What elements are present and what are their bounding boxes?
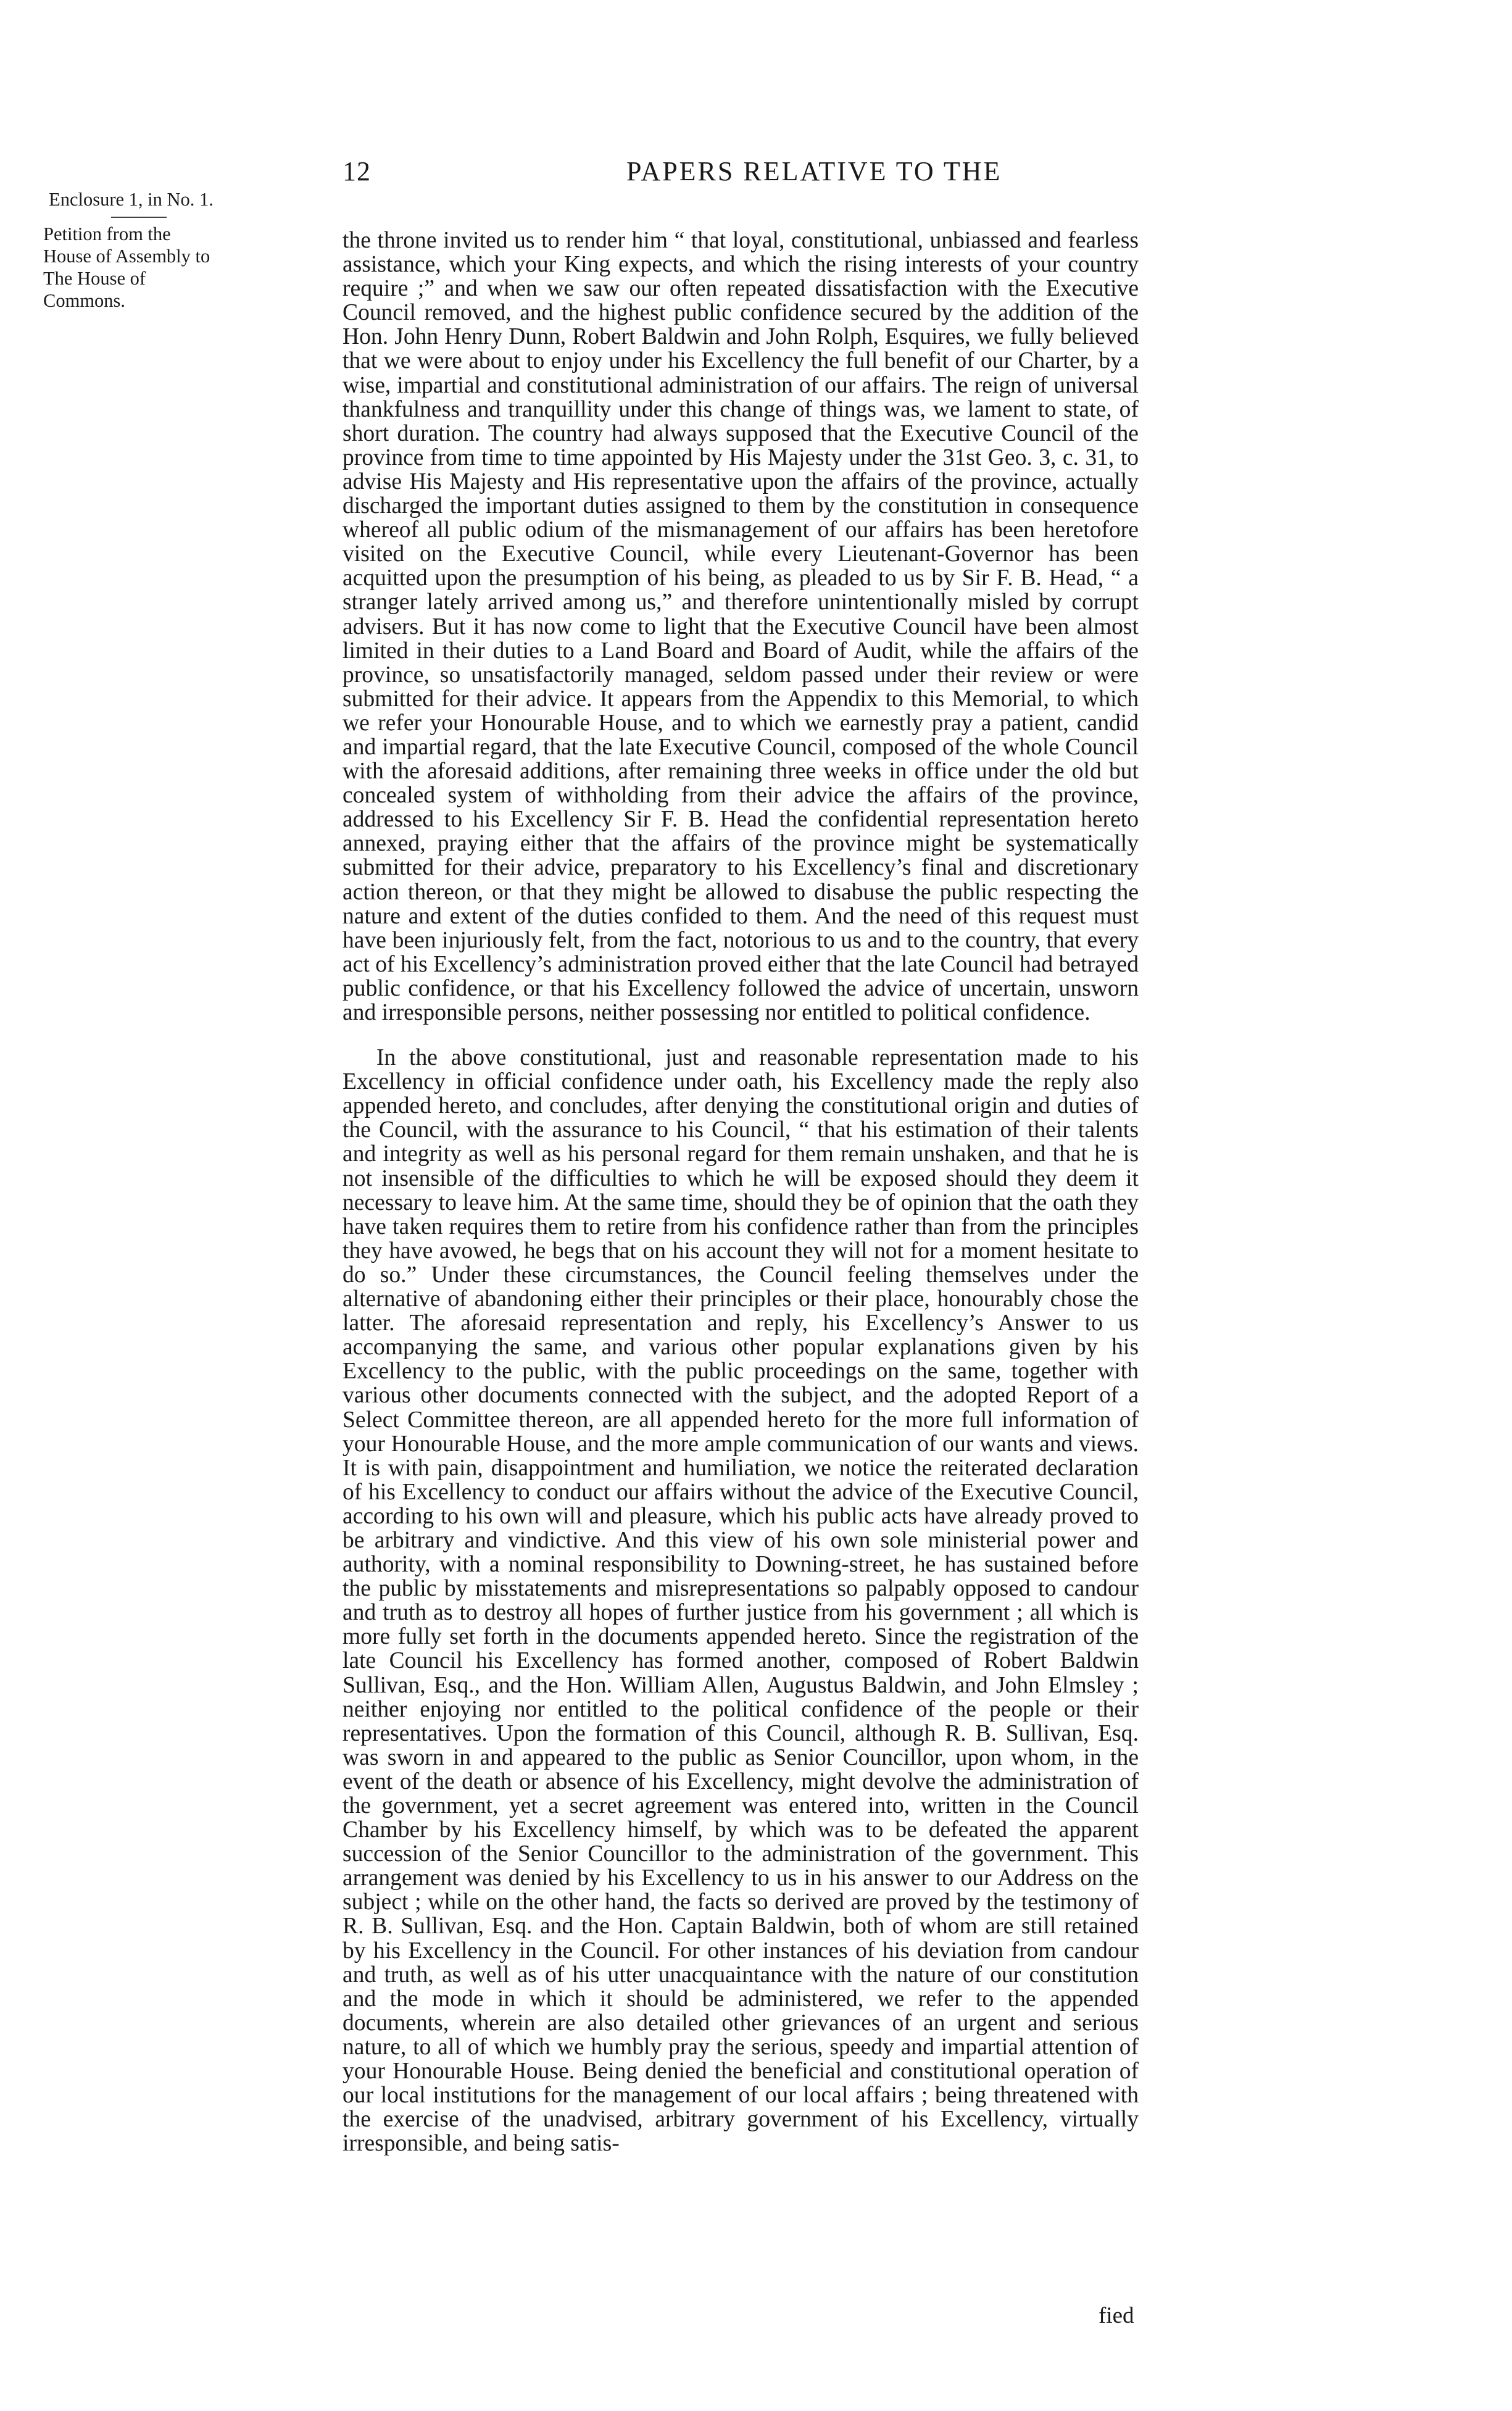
running-title: PAPERS RELATIVE TO THE bbox=[626, 156, 1002, 186]
body-text bbox=[343, 228, 1139, 2155]
page-header bbox=[343, 156, 1145, 193]
margin-note bbox=[43, 188, 219, 312]
margin-note-enclosure: Enclosure 1, in No. 1. bbox=[49, 189, 214, 210]
margin-note-petition: Petition from the House of Assembly to The House of Commons. bbox=[43, 223, 210, 311]
catchword: fied bbox=[1099, 2303, 1134, 2328]
page-number: 12 bbox=[343, 156, 371, 186]
margin-note-rule bbox=[111, 217, 167, 218]
paragraph-1: the throne invited us to render him “ that loyal, constitutional, unbiassed and fearless assistance, which your King expects, and which the rising interests of your country require ;” and when we saw our often repeated dissatisfaction with the Executive Council removed, and the highest public confidence secured by the addition of the Hon. John Henry Dunn, Robert Baldwin and John Rolph, Esquires, we fully believed that we were about to enjoy under his Excellency the full benefit of our Charter, by a wise, impartial and constitutional administration of our affairs. The reign of universal thankfulness and tranquillity under this change of things was, we lament to state, of short duration. The country had always supposed that the Executive Council of the province from time to time appointed by His Majesty under the 31st Geo. 3, c. 31, to advise His Majesty and His representative upon the affairs of the province, actually discharged the important duties assigned to them by the constitution in consequence whereof all public odium of the mismanagement of our affairs has been heretofore visited on the Executive Council, while every Lieutenant-Governor has been acquitted upon the presumption of his being, as pleaded to us by Sir F. B. Head, “ a stranger lately arrived among us,” and therefore unintentionally misled by corrupt advisers. But it has now come to light that the Executive Council have been almost limited in their duties to a Land Board and Board of Audit, while the affairs of the province, so unsatisfactorily managed, seldom passed under their review or were submitted for their advice. It appears from the Appendix to this Memorial, to which we refer your Honourable House, and to which we earnestly pray a patient, candid and impartial regard, that the late Executive Council, composed of the whole Council with the aforesaid additions, after remaining three weeks in office under the old but concealed system of withholding from their advice the affairs of the province, addressed to his Excellency Sir F. B. Head the confidential representation hereto annexed, praying either that the affairs of the province might be systematically submitted for their advice, preparatory to his Excellency’s final and discretionary action thereon, or that they might be allowed to disabuse the public respecting the nature and extent of the duties confided to them. And the need of this request must have been injuriously felt, from the fact, notorious to us and to the country, that every act of his Excellency’s administration proved either that the late Council had betrayed public confidence, or that his Excellency followed the advice of uncertain, unsworn and irresponsible persons, neither possessing nor entitled to political confidence. bbox=[343, 228, 1139, 1025]
paragraph-2: In the above constitutional, just and reasonable representation made to his Excellency in official confidence under oath, his Excellency made the reply also appended hereto, and concludes, after denying the constitutional origin and duties of the Council, with the assurance to his Council, “ that his estimation of their talents and integrity as well as his personal regard for them remain unshaken, and that he is not insensible of the difficulties to which he will be exposed should they deem it necessary to leave him. At the same time, should they be of opinion that the oath they have taken requires them to retire from his confidence rather than from the principles they have avowed, he begs that on his account they will not for a moment hesitate to do so.” Under these circumstances, the Council feeling themselves under the alternative of abandoning either their principles or their place, honourably chose the latter. The aforesaid representation and reply, his Excellency’s Answer to us accompanying the same, and various other popular explanations given by his Excellency to the public, with the public proceedings on the same, together with various other documents connected with the subject, and the adopted Report of a Select Committee thereon, are all appended hereto for the more full information of your Honourable House, and the more ample communication of our wants and views. It is with pain, disappointment and humiliation, we notice the reiterated declaration of his Excellency to conduct our affairs without the advice of the Executive Council, according to his own will and pleasure, which his public acts have already proved to be arbitrary and vindictive. And this view of his own sole ministerial power and authority, with a nominal responsibility to Downing-street, he has sustained before the public by misstatements and misrepresentations so palpably opposed to candour and truth as to destroy all hopes of further justice from his government ; all which is more fully set forth in the documents appended hereto. Since the registration of the late Council his Excellency has formed another, composed of Robert Baldwin Sullivan, Esq., and the Hon. William Allen, Augustus Baldwin, and John Elmsley ; neither enjoying nor entitled to the political confidence of the people or their representatives. Upon the formation of this Council, although R. B. Sullivan, Esq. was sworn in and appeared to the public as Senior Councillor, upon whom, in the event of the death or absence of his Excellency, might devolve the administration of the government, yet a secret agreement was entered into, written in the Council Chamber by his Excellency himself, by which was to be defeated the apparent succession of the Senior Councillor to the administration of the government. This arrangement was denied by his Excellency to us in his answer to our Address on the subject ; while on the other hand, the facts so derived are proved by the testimony of R. B. Sullivan, Esq. and the Hon. Captain Baldwin, both of whom are still retained by his Excellency in the Council. For other instances of his deviation from candour and truth, as well as of his utter unacquaintance with the nature of our constitution and the mode in which it should be administered, we refer to the appended documents, wherein are also detailed other grievances of an urgent and serious nature, to all of which we humbly pray the serious, speedy and impartial attention of your Honourable House. Being denied the beneficial and constitutional operation of our local institutions for the management of our local affairs ; being threatened with the exercise of the unadvised, arbitrary government of his Excellency, virtually irresponsible, and being satis- bbox=[343, 1045, 1139, 2157]
